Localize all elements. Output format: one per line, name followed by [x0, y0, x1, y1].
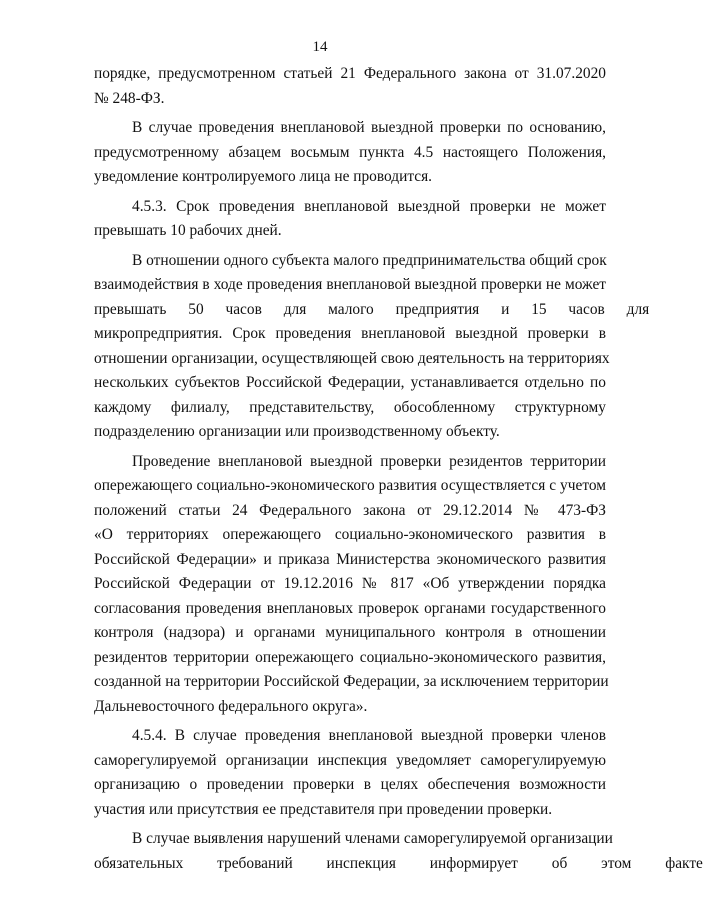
text-line: уведомление контролируемого лица не проводится. — [94, 168, 433, 185]
text-line: В отношении одного субъекта малого предпринимательства общий срок — [132, 251, 607, 269]
text-line: согласования проведения внеплановых проверок органами государственного — [94, 599, 606, 617]
text-line: Дальневосточного федерального округа». — [94, 697, 368, 715]
text-line: микропредприятия. Срок проведения внеплановой выездной проверки в — [94, 325, 606, 342]
paragraph-small-business-term — [94, 249, 650, 445]
text-line: нескольких субъектов Российской Федерации, устанавливается отдельно по — [94, 374, 606, 391]
text-line: Проведение внеплановой выездной проверки резидентов территории — [132, 452, 606, 470]
text-line: саморегулируемой организации инспекция уведомляет саморегулируемую — [94, 751, 606, 769]
text-line: подразделению организации или производственному объекту. — [94, 423, 500, 440]
text-line: отношении организации, осуществляющей свою деятельность на территориях — [94, 349, 610, 367]
text-line: взаимодействия в ходе проведения внеплановой выездной проверки не может — [94, 276, 606, 293]
paragraph-clause-4-5-3 — [94, 195, 606, 244]
text-line: 4.5.4. В случае проведения внеплановой выездной проверки членов — [132, 727, 606, 744]
paragraph-violations-notification — [94, 827, 703, 876]
text-line: положений статьи 24 Федерального закона от 29.12.2014 № 473-ФЗ — [94, 501, 606, 519]
text-line: каждому филиалу, представительству, обособленному структурному — [94, 398, 606, 416]
paragraph-notification-exception — [94, 116, 606, 190]
text-line: превышать 50 часов для малого предприятия и 15 часов для — [94, 300, 650, 318]
text-line: Российской Федерации» и приказа Министерства экономического развития — [94, 550, 606, 568]
paragraph-advanced-development-residents — [94, 450, 609, 720]
text-line: «О территориях опережающего социально-экономического развития в — [94, 526, 606, 543]
paragraph-procedure-reference — [94, 62, 606, 111]
text-line: предусмотренному абзацем восьмым пункта 4.5 настоящего Положения, — [94, 143, 606, 161]
page-number: 14 — [312, 39, 328, 55]
text-line: порядке, предусмотренном статьей 21 Федерального закона от 31.07.2020 — [94, 65, 606, 82]
text-line: обязательных требований инспекция информирует об этом факте — [94, 854, 703, 872]
text-line: организацию о проведении проверки в целях обеспечения возможности — [94, 776, 606, 793]
text-line: резидентов территории опережающего социально-экономического развития, — [94, 648, 606, 666]
text-line: опережающего социально-экономического развития осуществляется с учетом — [94, 477, 606, 494]
text-line: Российской Федерации от 19.12.2016 № 817 «Об утверждении порядка — [94, 575, 606, 592]
text-line: участия или присутствия ее представителя при проведении проверки. — [94, 800, 553, 818]
text-line: контроля (надзора) и органами муниципального контроля в отношении — [94, 624, 606, 641]
text-line: созданной на территории Российской Федерации, за исключением территории — [94, 673, 609, 690]
text-line: превышать 10 рабочих дней. — [94, 222, 282, 239]
text-line: В случае выявления нарушений членами саморегулируемой организации — [132, 830, 613, 847]
text-line: В случае проведения внеплановой выездной проверки по основанию, — [132, 119, 606, 136]
text-line: № 248-ФЗ. — [94, 89, 165, 107]
text-line: 4.5.3. Срок проведения внеплановой выездной проверки не может — [132, 197, 606, 215]
paragraph-clause-4-5-4 — [94, 724, 606, 822]
document-body — [94, 62, 703, 876]
